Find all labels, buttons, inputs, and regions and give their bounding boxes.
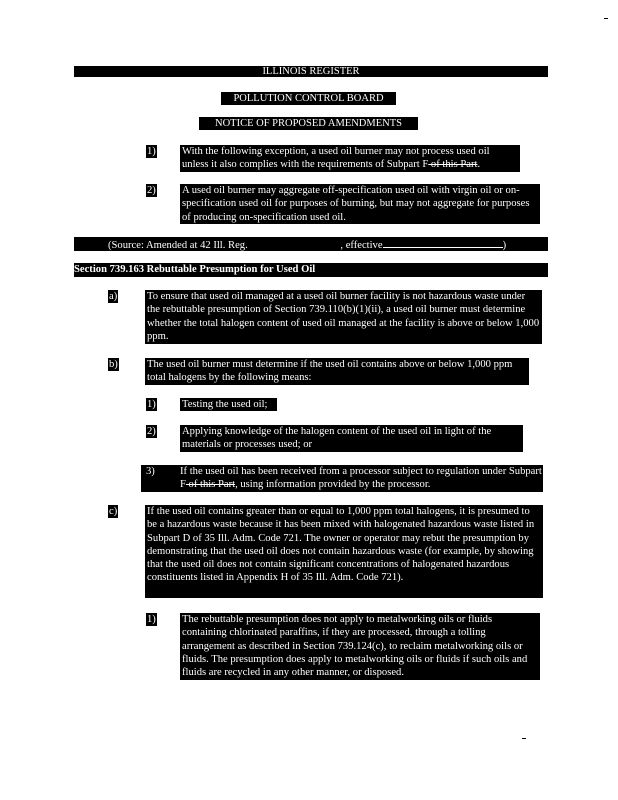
header-notice-label: NOTICE OF PROPOSED AMENDMENTS [215,118,402,129]
header-board-label: POLLUTION CONTROL BOARD [233,93,384,104]
section-item-b-label: b) [109,359,118,370]
section-item-a-label: a) [109,291,118,302]
header-register-label: ILLINOIS REGISTER [262,66,360,77]
sub-item-1-text: Testing the used oil; [180,398,277,411]
sub-item-1-label: 1) [147,399,156,410]
top-item-1-label: 1) [147,146,156,157]
section-item-b-text: The used oil burner must determine if the used oil contains above or below 1,000 ppm total halogens by the following means: [145,358,529,385]
top-item-2-label: 2) [147,185,156,196]
item-c-label: c) [109,506,118,517]
sub-item-3-label: 3) [146,466,155,477]
item-c1-text: The rebuttable presumption does not apply to metalworking oils or fluids containing chlorinated paraffins, if they are processed, through a tolling arrangement as described in Section 739.124(c), to reclaim metalworking oils or fluids. The presumption does apply to metalworking oils or fluids if such oils and fluids are recycled in any other manner, or disposed. [180,613,540,680]
sub-item-3-text: If the used oil has been received from a processor subject to regulation under Subpart F of this Part, using information provided by the processor. [180,466,542,491]
section-heading: Section 739.163 Rebuttable Presumption for Used Oil [74,264,316,275]
source-text: (Source: Amended at 42 Ill. Reg. , effective ) [108,237,538,252]
top-item-2-text: A used oil burner may aggregate off-specification used oil with virgin oil or on-specification used oil for purposes of burning, but may not aggregate for purposes of producing on-specification used oil. [180,184,540,224]
item-c1-label: 1) [147,614,156,625]
section-item-a-text: To ensure that used oil managed at a used oil burner facility is not hazardous waste under the rebuttable presumption of Section 739.110(b)(1)(ii), a used oil burner must determine whether the total halogen content of used oil managed at the facility is above or below 1,000 ppm. [145,290,542,344]
sub-item-2-text: Applying knowledge of the halogen content of the used oil in light of the materials or processes used; or [180,425,523,452]
sub-item-2-label: 2) [147,426,156,437]
page-mark-top-right [604,18,608,19]
item-c-text: If the used oil contains greater than or equal to 1,000 ppm total halogens, it is presumed to be a hazardous waste because it has been mixed with halogenated hazardous waste listed in Subpart D of 35 Ill. Adm. Code 721. The owner or operator may rebut the presumption by demonstrating that the used oil does not contain hazardous waste (for example, by showing that the used oil does not contain significant concentrations of halogenated hazardous constituents listed in Appendix H of 35 Ill. Adm. Code 721). [145,505,543,598]
page-mark-bottom-right [522,738,526,739]
top-item-1-text: With the following exception, a used oil burner may not process used oil unless it also complies with the requirements of Subpart F of this Part. [180,145,520,172]
